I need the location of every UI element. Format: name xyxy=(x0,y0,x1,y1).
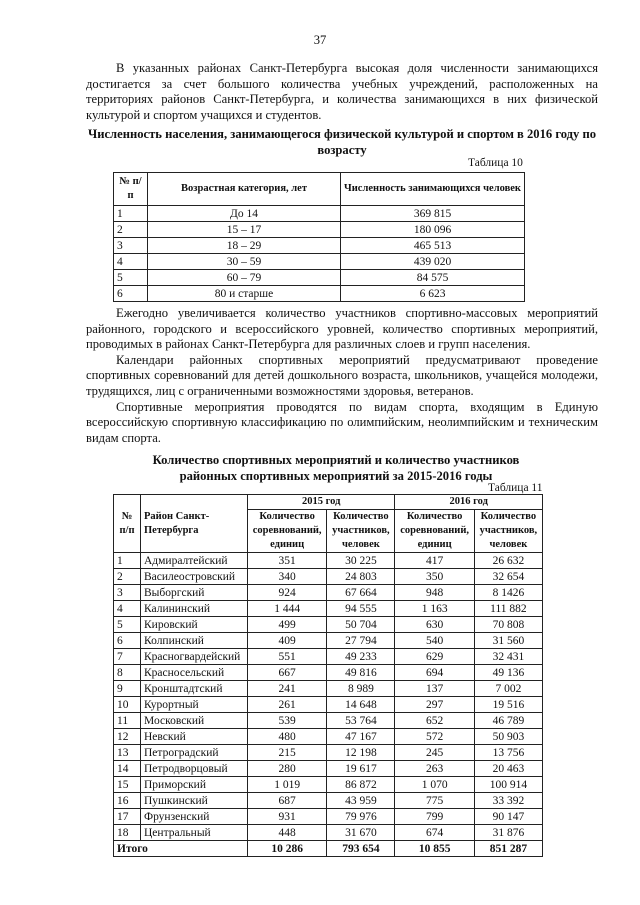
cell-part-2016: 111 882 xyxy=(474,601,542,617)
cell-count: 369 815 xyxy=(341,206,525,222)
cell-num: 5 xyxy=(114,617,141,633)
paragraph xyxy=(86,61,598,123)
cell-part-2016: 70 808 xyxy=(474,617,542,633)
table-row xyxy=(114,286,525,302)
cell-part-2015: 19 617 xyxy=(327,761,395,777)
cell-part-2015: 49 816 xyxy=(327,665,395,681)
cell-part-2015: 24 803 xyxy=(327,569,395,585)
total-part-2016: 851 287 xyxy=(474,841,542,857)
cell-count: 180 096 xyxy=(341,222,525,238)
cell-comp-2016: 948 xyxy=(395,585,474,601)
paragraph-text: Календари районных спортивных мероприятий предусматривают проведение спортивных соревнований для детей дошкольного возраста, школьников, учащейся молодежи, трудящихся, лиц с ограниченными возможностями здоровья, ветеранов. xyxy=(86,352,598,398)
cell-comp-2016: 630 xyxy=(395,617,474,633)
cell-district: Красносельский xyxy=(141,665,248,681)
cell-comp-2015: 351 xyxy=(248,553,327,569)
header-num: № п/п xyxy=(114,173,148,206)
total-part-2015: 793 654 xyxy=(327,841,395,857)
table-row xyxy=(114,601,543,617)
cell-comp-2016: 540 xyxy=(395,633,474,649)
cell-num: 3 xyxy=(114,585,141,601)
cell-comp-2016: 694 xyxy=(395,665,474,681)
cell-comp-2016: 652 xyxy=(395,713,474,729)
total-label: Итого xyxy=(114,841,248,857)
table-row xyxy=(114,745,543,761)
cell-count: 465 513 xyxy=(341,238,525,254)
table10 xyxy=(113,172,525,302)
cell-part-2015: 94 555 xyxy=(327,601,395,617)
cell-comp-2016: 572 xyxy=(395,729,474,745)
cell-comp-2015: 551 xyxy=(248,649,327,665)
cell-num: 18 xyxy=(114,825,141,841)
cell-num: 10 xyxy=(114,697,141,713)
cell-district: Кировский xyxy=(141,617,248,633)
cell-part-2015: 14 648 xyxy=(327,697,395,713)
header-part-2015: Количество участников, человек xyxy=(327,510,395,553)
cell-part-2015: 43 959 xyxy=(327,793,395,809)
cell-num: 4 xyxy=(114,254,148,270)
cell-part-2015: 79 976 xyxy=(327,809,395,825)
table-row xyxy=(114,553,543,569)
total-comp-2016: 10 855 xyxy=(395,841,474,857)
cell-num: 16 xyxy=(114,793,141,809)
cell-comp-2015: 409 xyxy=(248,633,327,649)
cell-part-2015: 31 670 xyxy=(327,825,395,841)
cell-district: Центральный xyxy=(141,825,248,841)
cell-part-2015: 53 764 xyxy=(327,713,395,729)
cell-part-2016: 90 147 xyxy=(474,809,542,825)
table-row xyxy=(114,809,543,825)
cell-district: Петродворцовый xyxy=(141,761,248,777)
header-comp-2015: Количество соревнований, единиц xyxy=(248,510,327,553)
table10-label: Таблица 10 xyxy=(468,157,523,169)
table-row xyxy=(114,825,543,841)
cell-num: 15 xyxy=(114,777,141,793)
cell-part-2016: 26 632 xyxy=(474,553,542,569)
cell-comp-2016: 674 xyxy=(395,825,474,841)
cell-district: Курортный xyxy=(141,697,248,713)
total-comp-2015: 10 286 xyxy=(248,841,327,857)
cell-part-2016: 7 002 xyxy=(474,681,542,697)
header-count: Численность занимающихся человек xyxy=(341,173,525,206)
cell-part-2016: 31 876 xyxy=(474,825,542,841)
cell-num: 6 xyxy=(114,286,148,302)
cell-part-2016: 13 756 xyxy=(474,745,542,761)
cell-part-2016: 32 654 xyxy=(474,569,542,585)
cell-num: 12 xyxy=(114,729,141,745)
table11-label: Таблица 11 xyxy=(488,482,543,494)
cell-part-2016: 20 463 xyxy=(474,761,542,777)
cell-count: 439 020 xyxy=(341,254,525,270)
table10-title: Численность населения, занимающегося физической культурой и спортом в 2016 году по возрасту xyxy=(87,127,597,157)
table-row xyxy=(114,585,543,601)
cell-district: Петроградский xyxy=(141,745,248,761)
table-row xyxy=(114,697,543,713)
cell-comp-2015: 241 xyxy=(248,681,327,697)
header-2016: 2016 год xyxy=(395,495,543,510)
table-row xyxy=(114,222,525,238)
cell-part-2016: 33 392 xyxy=(474,793,542,809)
cell-num: 14 xyxy=(114,761,141,777)
table-row xyxy=(114,777,543,793)
cell-comp-2015: 539 xyxy=(248,713,327,729)
header-district: Район Санкт-Петербурга xyxy=(141,495,248,553)
cell-district: Московский xyxy=(141,713,248,729)
cell-num: 6 xyxy=(114,633,141,649)
cell-comp-2015: 340 xyxy=(248,569,327,585)
cell-num: 1 xyxy=(114,206,148,222)
cell-part-2016: 19 516 xyxy=(474,697,542,713)
table-row xyxy=(114,633,543,649)
cell-part-2016: 100 914 xyxy=(474,777,542,793)
cell-part-2015: 50 704 xyxy=(327,617,395,633)
cell-district: Адмиралтейский xyxy=(141,553,248,569)
cell-age: 60 – 79 xyxy=(148,270,341,286)
cell-district: Калининский xyxy=(141,601,248,617)
cell-comp-2016: 1 163 xyxy=(395,601,474,617)
table-row xyxy=(114,238,525,254)
cell-comp-2016: 137 xyxy=(395,681,474,697)
page-number: 37 xyxy=(313,33,327,47)
paragraph-text: В указанных районах Санкт-Петербурга высокая доля численности занимающихся достигается за счет большого количества учебных учреждений, расположенных на территориях районов Санкт-Петербурга, и количества занимающихся в них физической культурой и спортом учащихся и студентов. xyxy=(86,61,598,122)
paragraphs xyxy=(86,306,598,446)
cell-age: 18 – 29 xyxy=(148,238,341,254)
cell-comp-2016: 629 xyxy=(395,649,474,665)
table-row xyxy=(114,569,543,585)
cell-comp-2015: 499 xyxy=(248,617,327,633)
table-row xyxy=(114,793,543,809)
cell-part-2016: 49 136 xyxy=(474,665,542,681)
cell-num: 17 xyxy=(114,809,141,825)
table-row xyxy=(114,617,543,633)
cell-district: Фрунзенский xyxy=(141,809,248,825)
table-row xyxy=(114,729,543,745)
cell-comp-2015: 261 xyxy=(248,697,327,713)
paragraph-text: Спортивные мероприятия проводятся по видам спорта, входящим в Единую всероссийскую спортивную классификацию по олимпийским, неолимпийским и техническим видам спорта. xyxy=(86,399,598,445)
cell-num: 1 xyxy=(114,553,141,569)
cell-part-2015: 49 233 xyxy=(327,649,395,665)
cell-num: 13 xyxy=(114,745,141,761)
cell-comp-2015: 480 xyxy=(248,729,327,745)
cell-age: 15 – 17 xyxy=(148,222,341,238)
cell-comp-2015: 448 xyxy=(248,825,327,841)
cell-comp-2016: 1 070 xyxy=(395,777,474,793)
table-row xyxy=(114,681,543,697)
total-row xyxy=(114,841,543,857)
cell-district: Кронштадтский xyxy=(141,681,248,697)
cell-district: Василеостровский xyxy=(141,569,248,585)
cell-comp-2015: 931 xyxy=(248,809,327,825)
cell-comp-2015: 215 xyxy=(248,745,327,761)
table-row xyxy=(114,713,543,729)
cell-part-2016: 8 1426 xyxy=(474,585,542,601)
cell-age: 80 и старше xyxy=(148,286,341,302)
cell-comp-2015: 667 xyxy=(248,665,327,681)
cell-part-2015: 86 872 xyxy=(327,777,395,793)
cell-count: 6 623 xyxy=(341,286,525,302)
cell-district: Приморский xyxy=(141,777,248,793)
table11 xyxy=(113,494,543,857)
cell-part-2015: 27 794 xyxy=(327,633,395,649)
cell-num: 5 xyxy=(114,270,148,286)
cell-comp-2016: 350 xyxy=(395,569,474,585)
paragraph-text: Ежегодно увеличивается количество участников спортивно-массовых мероприятий районного, городского и всероссийского уровней, количество спортивных мероприятий, проводимых в районах Санкт-Петербурга для различных слоев и групп населения. xyxy=(86,306,598,352)
cell-num: 8 xyxy=(114,665,141,681)
cell-comp-2015: 1 444 xyxy=(248,601,327,617)
cell-part-2015: 8 989 xyxy=(327,681,395,697)
table-row xyxy=(114,270,525,286)
header-part-2016: Количество участников, человек xyxy=(474,510,542,553)
table-row xyxy=(114,761,543,777)
header-age: Возрастная категория, лет xyxy=(148,173,341,206)
cell-district: Красногвардейский xyxy=(141,649,248,665)
cell-num: 2 xyxy=(114,222,148,238)
cell-num: 11 xyxy=(114,713,141,729)
cell-num: 9 xyxy=(114,681,141,697)
cell-part-2016: 31 560 xyxy=(474,633,542,649)
cell-age: До 14 xyxy=(148,206,341,222)
header-num: № п/п xyxy=(114,495,141,553)
cell-num: 3 xyxy=(114,238,148,254)
cell-comp-2015: 280 xyxy=(248,761,327,777)
cell-comp-2016: 245 xyxy=(395,745,474,761)
table-row xyxy=(114,254,525,270)
cell-num: 7 xyxy=(114,649,141,665)
cell-part-2015: 30 225 xyxy=(327,553,395,569)
cell-part-2015: 47 167 xyxy=(327,729,395,745)
cell-comp-2015: 687 xyxy=(248,793,327,809)
header-comp-2016: Количество соревнований, единиц xyxy=(395,510,474,553)
cell-part-2015: 67 664 xyxy=(327,585,395,601)
cell-part-2016: 50 903 xyxy=(474,729,542,745)
cell-comp-2016: 799 xyxy=(395,809,474,825)
cell-part-2015: 12 198 xyxy=(327,745,395,761)
cell-comp-2016: 297 xyxy=(395,697,474,713)
cell-num: 4 xyxy=(114,601,141,617)
cell-age: 30 – 59 xyxy=(148,254,341,270)
cell-comp-2015: 1 019 xyxy=(248,777,327,793)
cell-district: Пушкинский xyxy=(141,793,248,809)
cell-num: 2 xyxy=(114,569,141,585)
cell-count: 84 575 xyxy=(341,270,525,286)
cell-comp-2016: 263 xyxy=(395,761,474,777)
table-row xyxy=(114,665,543,681)
cell-comp-2016: 775 xyxy=(395,793,474,809)
cell-comp-2015: 924 xyxy=(248,585,327,601)
table-row xyxy=(114,206,525,222)
cell-part-2016: 46 789 xyxy=(474,713,542,729)
cell-comp-2016: 417 xyxy=(395,553,474,569)
cell-part-2016: 32 431 xyxy=(474,649,542,665)
header-2015: 2015 год xyxy=(248,495,395,510)
table-row xyxy=(114,649,543,665)
cell-district: Невский xyxy=(141,729,248,745)
table11-title: Количество спортивных мероприятий и количество участников районных спортивных мероприятий за 2015-2016 годы xyxy=(152,453,520,483)
cell-district: Выборгский xyxy=(141,585,248,601)
cell-district: Колпинский xyxy=(141,633,248,649)
